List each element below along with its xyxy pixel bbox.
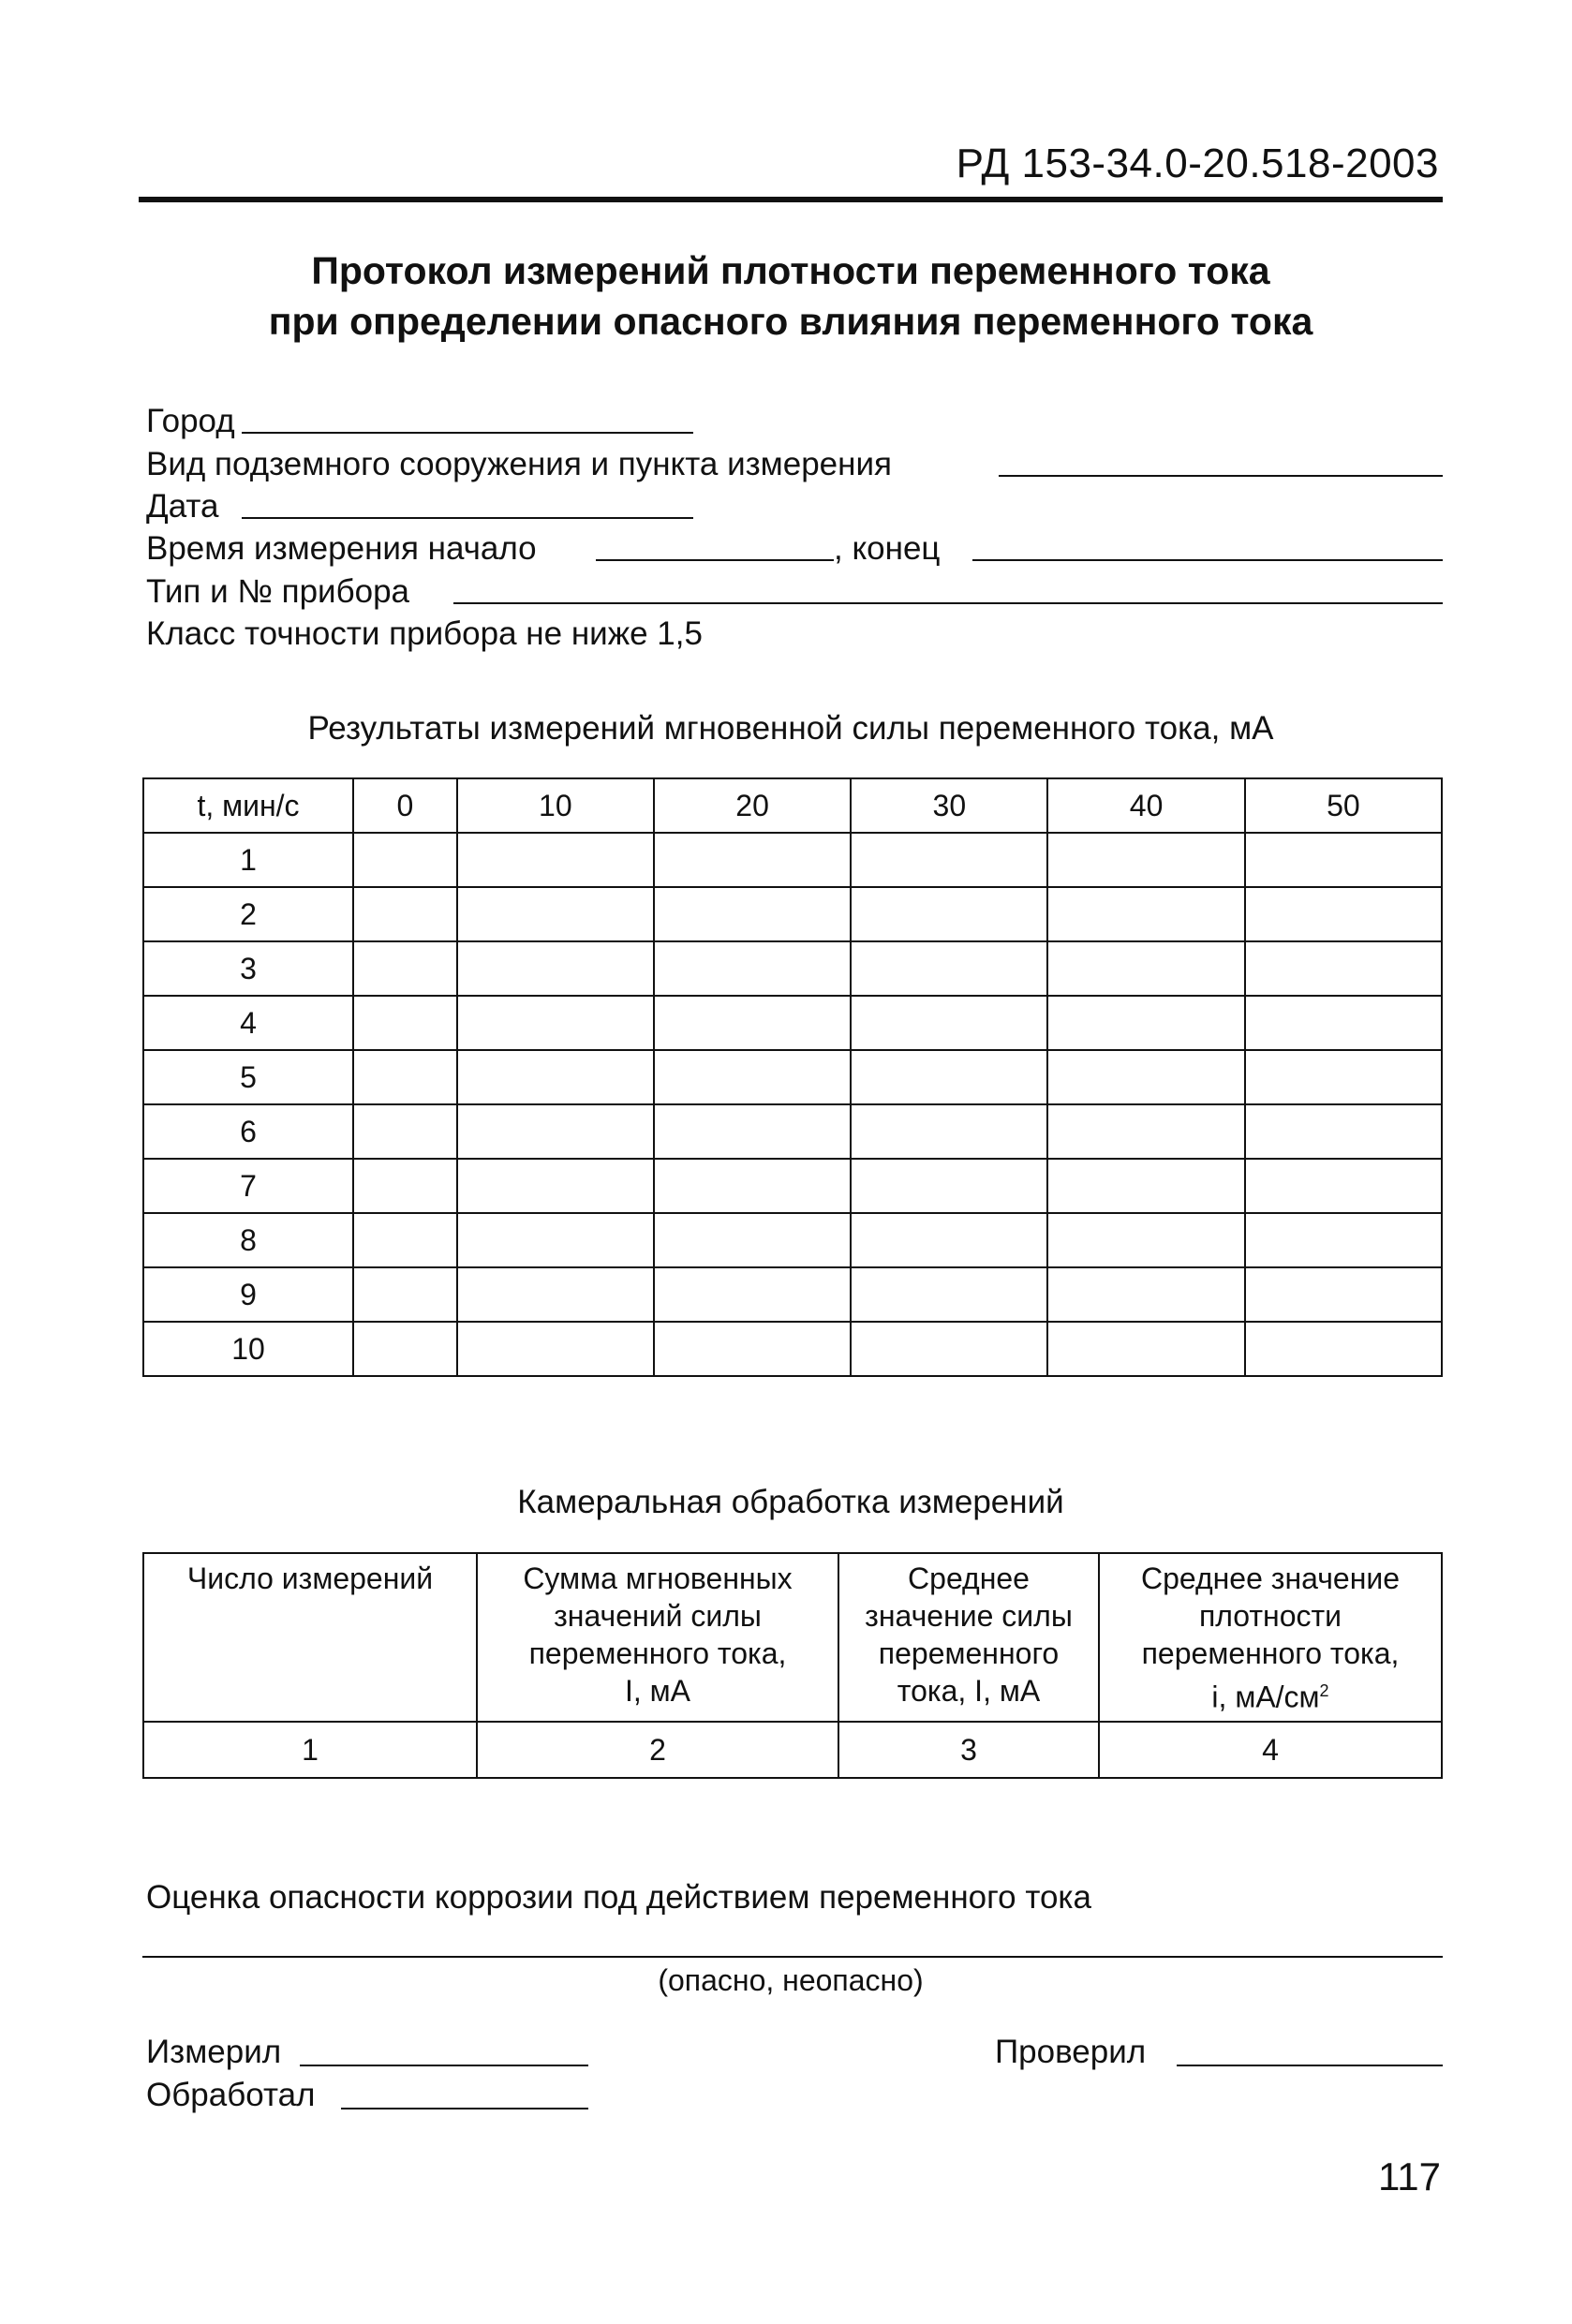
page-number: 117: [1378, 2154, 1441, 2198]
processed-label: Обработал: [146, 2077, 316, 2113]
value-cell[interactable]: [457, 887, 654, 941]
value-cell[interactable]: [1245, 1213, 1442, 1267]
value-cell[interactable]: [1047, 941, 1244, 996]
date-field[interactable]: [242, 517, 693, 519]
checked-label: Проверил: [995, 2034, 1147, 2070]
value-cell[interactable]: [851, 941, 1047, 996]
value-cell[interactable]: [1047, 996, 1244, 1050]
header-count-line-1: Число измерений: [186, 1562, 434, 1595]
value-cell[interactable]: [851, 1213, 1047, 1267]
processing-table: [142, 1552, 1443, 1779]
time-start-label: Время измерения начало: [146, 530, 537, 567]
title-line-1: Протокол измерений плотности переменного тока: [311, 249, 1270, 292]
results-header-row: [143, 778, 1442, 833]
density-unit-exponent: 2: [1319, 1681, 1329, 1700]
header-sum-line-3: переменного тока,: [528, 1636, 787, 1670]
value-cell[interactable]: [851, 996, 1047, 1050]
row-label-cell: 7: [143, 1159, 353, 1213]
row-label-cell: 1: [143, 833, 353, 887]
title-line-2: при определении опасного влияния переменного тока: [268, 300, 1313, 343]
header-cell-time: t, мин/с: [143, 778, 353, 833]
value-cell[interactable]: [1047, 1322, 1244, 1376]
number-cell-1: 1: [143, 1722, 477, 1778]
value-cell[interactable]: [851, 1267, 1047, 1322]
row-label-cell: 4: [143, 996, 353, 1050]
value-cell[interactable]: [851, 1322, 1047, 1376]
value-cell[interactable]: [654, 887, 851, 941]
value-cell[interactable]: [654, 941, 851, 996]
results-row: [143, 941, 1442, 996]
value-cell[interactable]: [1047, 1104, 1244, 1159]
assessment-hint: (опасно, неопасно): [658, 1963, 924, 1997]
processing-caption: Камеральная обработка измерений: [517, 1484, 1064, 1520]
value-cell[interactable]: [353, 941, 457, 996]
processing-header-row: [143, 1553, 1442, 1722]
header-average: [838, 1553, 1099, 1722]
device-field[interactable]: [453, 602, 1443, 604]
results-row: [143, 1322, 1442, 1376]
value-cell[interactable]: [457, 1213, 654, 1267]
value-cell[interactable]: [1245, 1104, 1442, 1159]
value-cell[interactable]: [457, 1322, 654, 1376]
row-label-cell: 3: [143, 941, 353, 996]
value-cell[interactable]: [353, 1213, 457, 1267]
value-cell[interactable]: [851, 833, 1047, 887]
header-density-line-3: переменного тока,: [1141, 1636, 1400, 1670]
processed-field[interactable]: [341, 2108, 588, 2109]
value-cell[interactable]: [1245, 941, 1442, 996]
value-cell[interactable]: [654, 1050, 851, 1104]
value-cell[interactable]: [1047, 1050, 1244, 1104]
row-label-cell: 5: [143, 1050, 353, 1104]
value-cell[interactable]: [851, 1050, 1047, 1104]
header-average-line-1: Среднее: [908, 1562, 1030, 1595]
date-label: Дата: [146, 488, 219, 525]
structure-label: Вид подземного сооружения и пункта измерения: [146, 446, 892, 482]
header-density-line-2: плотности: [1198, 1599, 1342, 1633]
value-cell[interactable]: [851, 1104, 1047, 1159]
value-cell[interactable]: [1047, 887, 1244, 941]
time-end-label: , конец: [834, 530, 941, 567]
header-average-line-2: значение силы: [865, 1599, 1073, 1633]
header-cell-30: 30: [851, 778, 1047, 833]
value-cell[interactable]: [654, 1322, 851, 1376]
measured-label: Измерил: [146, 2034, 282, 2070]
value-cell[interactable]: [654, 1104, 851, 1159]
header-sum-line-2: значений силы: [554, 1599, 762, 1633]
header-rule: [139, 197, 1443, 202]
header-cell-0: 0: [353, 778, 457, 833]
value-cell[interactable]: [654, 1159, 851, 1213]
value-cell[interactable]: [353, 996, 457, 1050]
value-cell[interactable]: [1245, 1159, 1442, 1213]
value-cell[interactable]: [851, 887, 1047, 941]
time-start-field[interactable]: [596, 559, 834, 561]
value-cell[interactable]: [457, 996, 654, 1050]
device-label: Тип и № прибора: [146, 573, 410, 610]
value-cell[interactable]: [457, 941, 654, 996]
header-sum-line-4: I, мА: [624, 1674, 690, 1708]
results-row: [143, 1050, 1442, 1104]
value-cell[interactable]: [353, 1104, 457, 1159]
value-cell[interactable]: [353, 1267, 457, 1322]
value-cell[interactable]: [457, 1050, 654, 1104]
number-cell-4: 4: [1099, 1722, 1442, 1778]
number-cell-3: 3: [838, 1722, 1099, 1778]
value-cell[interactable]: [457, 1267, 654, 1322]
header-average-line-3: переменного: [878, 1636, 1060, 1670]
city-field[interactable]: [242, 432, 693, 434]
results-row: [143, 1213, 1442, 1267]
value-cell[interactable]: [1245, 1050, 1442, 1104]
header-density-line-4: [1100, 1672, 1441, 1716]
number-cell-2: 2: [477, 1722, 838, 1778]
page-title: [139, 245, 1443, 347]
results-row: [143, 1159, 1442, 1213]
value-cell[interactable]: [353, 887, 457, 941]
value-cell[interactable]: [654, 996, 851, 1050]
header-average-line-4: тока, I, мА: [897, 1674, 1041, 1708]
header-cell-10: 10: [457, 778, 654, 833]
time-end-field[interactable]: [972, 559, 1443, 561]
assessment-field[interactable]: [142, 1956, 1443, 1958]
value-cell[interactable]: [654, 1213, 851, 1267]
value-cell[interactable]: [851, 1159, 1047, 1213]
value-cell[interactable]: [1245, 996, 1442, 1050]
row-label-cell: 9: [143, 1267, 353, 1322]
results-table: [142, 777, 1443, 1377]
accuracy-text: Класс точности прибора не ниже 1,5: [146, 615, 703, 652]
processing-number-row: [143, 1722, 1442, 1778]
value-cell[interactable]: [654, 833, 851, 887]
header-sum-line-1: Сумма мгновенных: [523, 1562, 793, 1595]
value-cell[interactable]: [1047, 833, 1244, 887]
value-cell[interactable]: [1047, 1159, 1244, 1213]
results-row: [143, 833, 1442, 887]
results-caption: Результаты измерений мгновенной силы переменного тока, мА: [307, 710, 1274, 747]
value-cell[interactable]: [1245, 1322, 1442, 1376]
results-row: [143, 1104, 1442, 1159]
row-label-cell: 8: [143, 1213, 353, 1267]
row-label-cell: 2: [143, 887, 353, 941]
header-count: [143, 1553, 477, 1722]
document-code: РД 153-34.0-20.518-2003: [956, 141, 1439, 186]
value-cell[interactable]: [457, 833, 654, 887]
row-label-cell: 10: [143, 1322, 353, 1376]
value-cell[interactable]: [1245, 887, 1442, 941]
value-cell[interactable]: [1047, 1267, 1244, 1322]
city-label: Город: [146, 403, 235, 439]
value-cell[interactable]: [1245, 833, 1442, 887]
value-cell[interactable]: [353, 1050, 457, 1104]
header-sum: [477, 1553, 838, 1722]
results-row: [143, 887, 1442, 941]
value-cell[interactable]: [1245, 1267, 1442, 1322]
value-cell[interactable]: [353, 833, 457, 887]
header-cell-40: 40: [1047, 778, 1244, 833]
value-cell[interactable]: [353, 1159, 457, 1213]
results-row: [143, 996, 1442, 1050]
assessment-label: Оценка опасности коррозии под действием переменного тока: [146, 1879, 1091, 1916]
density-unit: i, мА/см: [1211, 1680, 1320, 1714]
measured-field[interactable]: [300, 2065, 588, 2066]
row-label-cell: 6: [143, 1104, 353, 1159]
structure-field[interactable]: [999, 475, 1443, 477]
value-cell[interactable]: [353, 1322, 457, 1376]
value-cell[interactable]: [654, 1267, 851, 1322]
value-cell[interactable]: [457, 1104, 654, 1159]
header-density: [1099, 1553, 1442, 1722]
checked-field[interactable]: [1177, 2065, 1443, 2066]
header-cell-20: 20: [654, 778, 851, 833]
value-cell[interactable]: [457, 1159, 654, 1213]
value-cell[interactable]: [1047, 1213, 1244, 1267]
results-row: [143, 1267, 1442, 1322]
header-density-line-1: Среднее значение: [1140, 1562, 1401, 1595]
header-cell-50: 50: [1245, 778, 1442, 833]
